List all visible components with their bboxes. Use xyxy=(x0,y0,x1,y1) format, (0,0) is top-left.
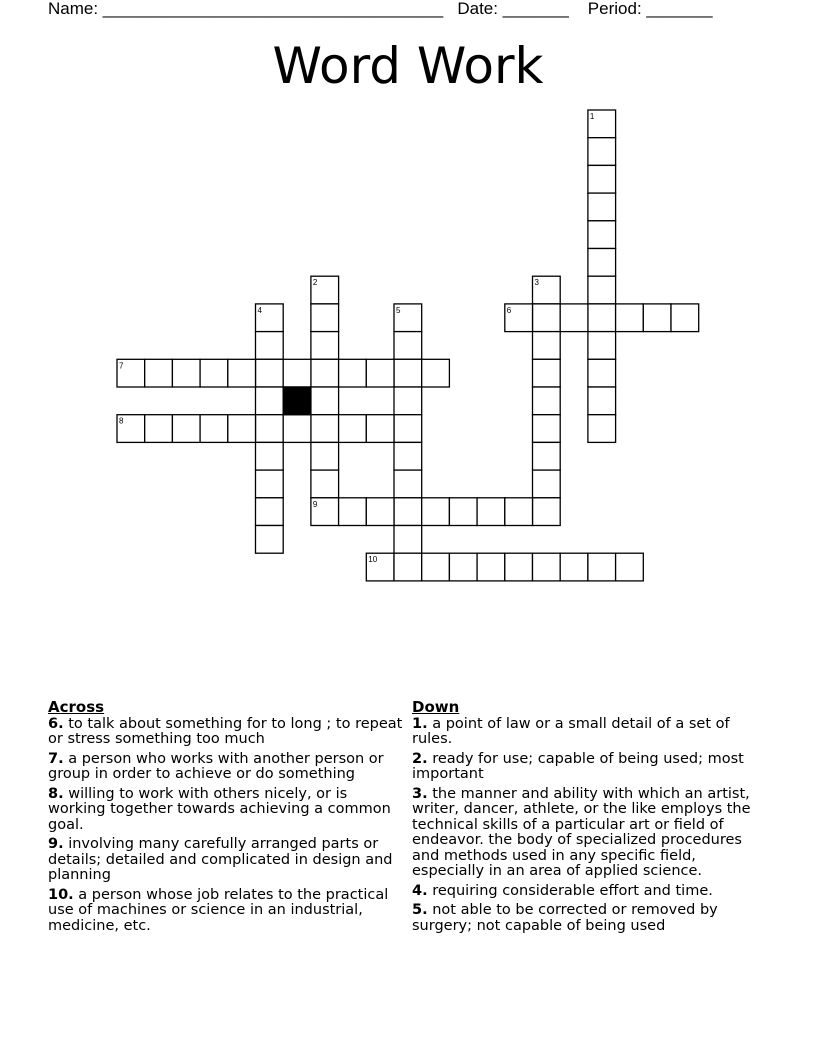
cell-number-10: 10 xyxy=(368,555,378,565)
grid-cell[interactable] xyxy=(283,415,311,443)
cell-number-9: 9 xyxy=(312,499,318,509)
grid-cell[interactable] xyxy=(339,359,367,387)
across-clue-8 xyxy=(48,787,408,834)
grid-cell[interactable] xyxy=(339,415,367,443)
grid-cell[interactable] xyxy=(422,553,450,581)
grid-cell[interactable] xyxy=(616,304,644,332)
clue-text: ready for use; capable of being used; most important xyxy=(412,750,744,782)
clue-number: 8. xyxy=(48,785,64,802)
grid-cell[interactable] xyxy=(256,387,284,415)
clue-text: a person who works with another person or group in order to achieve or do something xyxy=(48,750,384,782)
grid-cell[interactable] xyxy=(366,359,394,387)
clue-text: requiring considerable effort and time. xyxy=(427,882,713,899)
clue-text: a point of law or a small detail of a set of rules. xyxy=(412,715,730,747)
clue-number: 6. xyxy=(48,715,64,732)
grid-cell[interactable] xyxy=(256,359,284,387)
grid-cell[interactable] xyxy=(200,415,228,443)
clue-text: not able to be corrected or removed by surgery; not capable of being used xyxy=(412,902,718,934)
clue-text: willing to work with others nicely, or is working together towards achieving a common goal. xyxy=(48,785,391,833)
cell-number-1: 1 xyxy=(589,112,595,121)
grid-cell[interactable] xyxy=(311,359,339,387)
grid-cell[interactable] xyxy=(256,442,284,470)
grid-cell[interactable] xyxy=(588,332,616,360)
grid-cell[interactable] xyxy=(394,332,422,360)
grid-cell[interactable] xyxy=(311,415,339,443)
name-field[interactable]: Name: ____________________________________ xyxy=(48,0,444,18)
grid-cell[interactable] xyxy=(394,470,422,498)
grid-cell[interactable] xyxy=(533,415,561,443)
grid-cell[interactable] xyxy=(616,553,644,581)
grid-cell[interactable] xyxy=(588,193,616,221)
grid-cell[interactable] xyxy=(533,332,561,360)
grid-cell[interactable] xyxy=(533,359,561,387)
grid-cell[interactable] xyxy=(449,553,477,581)
grid-cell[interactable] xyxy=(505,498,533,526)
grid-cell[interactable] xyxy=(394,553,422,581)
grid-cell[interactable] xyxy=(560,553,588,581)
cell-number-6: 6 xyxy=(506,305,512,315)
grid-cell[interactable] xyxy=(394,526,422,554)
grid-cell[interactable] xyxy=(366,415,394,443)
grid-cell[interactable] xyxy=(588,249,616,277)
grid-cell[interactable] xyxy=(533,498,561,526)
across-clue-10 xyxy=(48,888,408,935)
grid-cell[interactable] xyxy=(172,359,200,387)
grid-cell[interactable] xyxy=(588,359,616,387)
grid-cell[interactable] xyxy=(505,553,533,581)
across-clue-9 xyxy=(48,837,408,884)
grid-cell[interactable] xyxy=(588,387,616,415)
grid-cell[interactable] xyxy=(533,553,561,581)
down-clue-2 xyxy=(412,752,772,783)
grid-cell[interactable] xyxy=(643,304,671,332)
down-clue-list xyxy=(412,717,772,935)
clue-number: 5. xyxy=(412,902,428,918)
clue-number: 9. xyxy=(48,836,64,852)
grid-cell[interactable] xyxy=(560,304,588,332)
cell-number-3: 3 xyxy=(534,278,539,288)
grid-cell[interactable] xyxy=(200,359,228,387)
grid-cell[interactable] xyxy=(339,498,367,526)
cell-number-8: 8 xyxy=(119,416,124,426)
clue-text: the manner and ability with which an artist, writer, dancer, athlete, or the like employs the technical skills of a particular art or field of endeavor. the body of specialized procedures and methods used in any specific field, especially in an area of applied science. xyxy=(412,785,751,879)
grid-cell[interactable] xyxy=(394,359,422,387)
grid-cell[interactable] xyxy=(311,332,339,360)
grid-cell[interactable] xyxy=(533,442,561,470)
across-clues xyxy=(48,700,408,938)
grid-cell[interactable] xyxy=(394,415,422,443)
grid-cell[interactable] xyxy=(283,359,311,387)
down-clue-5 xyxy=(412,903,772,934)
grid-cell[interactable] xyxy=(588,553,616,581)
across-clue-7 xyxy=(48,752,408,783)
grid-cell[interactable] xyxy=(533,387,561,415)
grid-cell[interactable] xyxy=(588,221,616,249)
clue-text: a person whose job relates to the practical use of machines or science in an industrial, medicine, etc. xyxy=(48,886,389,934)
grid-cell[interactable] xyxy=(256,498,284,526)
grid-cell[interactable] xyxy=(394,498,422,526)
clue-number: 10. xyxy=(48,886,74,903)
cell-number-5: 5 xyxy=(396,305,401,315)
grid-cell[interactable] xyxy=(671,304,699,332)
grid-cell[interactable] xyxy=(477,553,505,581)
clue-number: 2. xyxy=(412,750,428,767)
across-clue-6 xyxy=(48,717,408,748)
clue-text: to talk about something for to long ; to repeat or stress something too much xyxy=(48,715,403,747)
black-cell xyxy=(283,387,311,415)
grid-cell[interactable] xyxy=(172,415,200,443)
down-clue-3 xyxy=(412,787,772,880)
grid-cell[interactable] xyxy=(588,165,616,193)
grid-cell[interactable] xyxy=(311,304,339,332)
grid-cell[interactable] xyxy=(256,470,284,498)
clue-number: 3. xyxy=(412,785,428,802)
grid-cell[interactable] xyxy=(256,332,284,360)
grid-cell[interactable] xyxy=(394,387,422,415)
grid-cell[interactable] xyxy=(256,526,284,554)
grid-cell[interactable] xyxy=(588,415,616,443)
grid-cell[interactable] xyxy=(422,498,450,526)
clue-number: 7. xyxy=(48,750,64,767)
date-field[interactable]: Date: _______ xyxy=(457,0,569,18)
cell-number-4: 4 xyxy=(257,305,262,315)
grid-cell[interactable] xyxy=(449,498,477,526)
grid-cell[interactable] xyxy=(588,138,616,166)
clue-number: 4. xyxy=(412,882,428,899)
page-title: Word Work xyxy=(272,37,544,95)
clue-text: involving many carefully arranged parts or details; detailed and complicated in design and planning xyxy=(48,836,393,883)
down-heading: Down xyxy=(412,698,460,716)
grid-cell[interactable] xyxy=(311,470,339,498)
grid-cell[interactable] xyxy=(533,304,561,332)
grid-cell[interactable] xyxy=(588,304,616,332)
cell-number-2: 2 xyxy=(312,278,318,288)
grid-cell[interactable] xyxy=(145,359,173,387)
down-clue-4 xyxy=(412,884,772,900)
grid-cell[interactable] xyxy=(256,415,284,443)
clue-number: 1. xyxy=(412,715,428,732)
grid-cell[interactable] xyxy=(228,415,256,443)
grid-cell[interactable] xyxy=(394,442,422,470)
grid-cell[interactable] xyxy=(311,387,339,415)
grid-cell[interactable] xyxy=(145,415,173,443)
grid-cell[interactable] xyxy=(477,498,505,526)
cell-number-7: 7 xyxy=(119,361,124,371)
grid-cell[interactable] xyxy=(533,470,561,498)
down-clues xyxy=(412,700,772,938)
grid-cell[interactable] xyxy=(422,359,450,387)
period-field[interactable]: Period: _______ xyxy=(587,0,713,18)
down-clue-1 xyxy=(412,717,772,748)
across-heading: Across xyxy=(48,698,105,716)
grid-cell[interactable] xyxy=(588,276,616,304)
across-clue-list xyxy=(48,717,408,935)
grid-cell[interactable] xyxy=(311,442,339,470)
grid-cell[interactable] xyxy=(366,498,394,526)
grid-cell[interactable] xyxy=(228,359,256,387)
